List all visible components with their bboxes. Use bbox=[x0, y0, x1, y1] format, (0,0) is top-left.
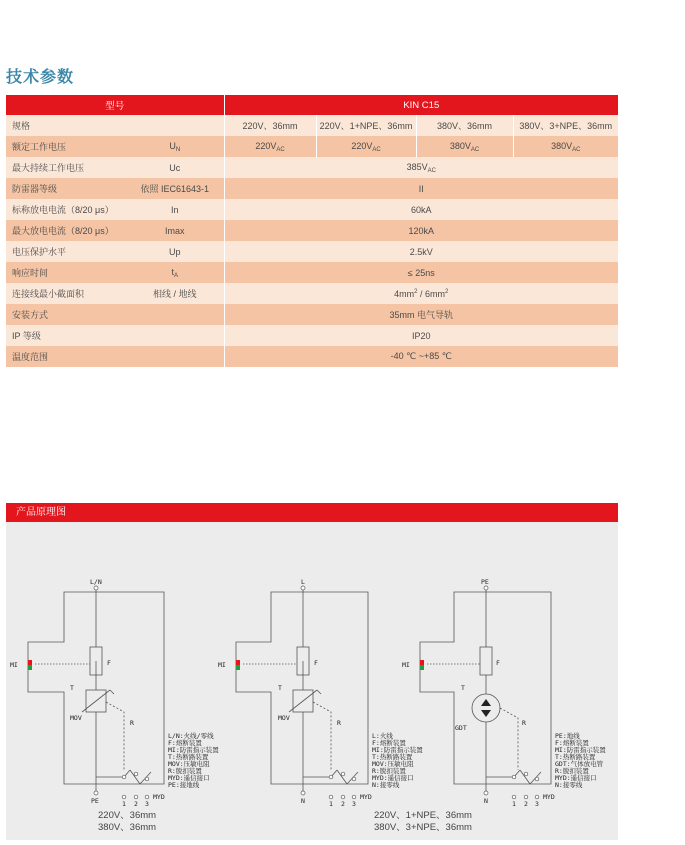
row-name: 标称放电电流（8/20 μs） bbox=[6, 199, 126, 220]
row-value: IP20 bbox=[224, 325, 618, 346]
schematic-diagrams bbox=[6, 522, 618, 840]
label-top: PE bbox=[481, 578, 489, 586]
svg-text:MYD:遥信接口: MYD:遥信接口 bbox=[168, 774, 210, 782]
label-myd: MYD bbox=[543, 793, 555, 801]
svg-text:PE:地线: PE:地线 bbox=[555, 732, 580, 740]
svg-text:MI:防雷指示装置: MI:防雷指示装置 bbox=[168, 746, 219, 754]
label-r: R bbox=[130, 719, 134, 727]
svg-text:MYD:遥信接口: MYD:遥信接口 bbox=[555, 774, 597, 782]
indicator-green bbox=[28, 665, 32, 670]
table-row bbox=[6, 304, 618, 325]
label-mov: MOV bbox=[70, 714, 82, 722]
label-gdt: GDT bbox=[455, 724, 467, 732]
terminal-top bbox=[94, 586, 98, 590]
row-name: 连接线最小截面积 bbox=[6, 283, 126, 304]
label-myd: MYD bbox=[360, 793, 372, 801]
label-bottom: N bbox=[484, 797, 488, 805]
svg-text:N:接零线: N:接零线 bbox=[372, 781, 400, 789]
caption-line: 380V、36mm bbox=[98, 822, 157, 833]
svg-text:MI:防雷指示装置: MI:防雷指示装置 bbox=[555, 746, 606, 754]
row-name: 安装方式 bbox=[6, 304, 126, 325]
row-name: 规格 bbox=[6, 115, 126, 136]
label-r: R bbox=[337, 719, 341, 727]
indicator-green bbox=[420, 665, 424, 670]
model-value: KIN C15 bbox=[224, 95, 618, 115]
schematic-3 bbox=[420, 588, 551, 793]
terminal-label: 3 bbox=[535, 800, 539, 808]
terminal-label: 1 bbox=[122, 800, 126, 808]
row-symbol: $t_A$ bbox=[126, 262, 224, 283]
schematic-area bbox=[6, 522, 618, 840]
svg-text:T:热断路装置: T:热断路装置 bbox=[372, 753, 413, 761]
svg-text:R:脱扣装置: R:脱扣装置 bbox=[372, 767, 406, 775]
spec-value: 380V、3+NPE、36mm bbox=[513, 115, 618, 136]
svg-text:R:脱扣装置: R:脱扣装置 bbox=[555, 767, 589, 775]
row-symbol: 依照 IEC61643-1 bbox=[126, 178, 224, 199]
row-name: 温度范围 bbox=[6, 346, 126, 367]
terminal-label: 2 bbox=[524, 800, 528, 808]
indicator-red bbox=[236, 660, 240, 665]
terminal-label: 3 bbox=[352, 800, 356, 808]
schematic-2-marks bbox=[218, 578, 423, 808]
un-value: $380V_{AC}$ bbox=[513, 136, 618, 157]
row-value: 2.5kV bbox=[224, 241, 618, 262]
caption-line: 220V、1+NPE、36mm bbox=[374, 810, 472, 821]
svg-text:MOV:压敏电阻: MOV:压敏电阻 bbox=[372, 760, 414, 768]
svg-text:MI:防雷指示装置: MI:防雷指示装置 bbox=[372, 746, 423, 754]
svg-text:PE:接地线: PE:接地线 bbox=[168, 781, 200, 789]
caption-diagram-2 bbox=[374, 810, 472, 834]
label-bottom: N bbox=[301, 797, 305, 805]
un-value: $220V_{AC}$ bbox=[316, 136, 416, 157]
svg-text:MYD:遥信接口: MYD:遥信接口 bbox=[372, 774, 414, 782]
row-symbol bbox=[126, 325, 224, 346]
terminal-label: 1 bbox=[512, 800, 516, 808]
svg-text:MOV:压敏电阻: MOV:压敏电阻 bbox=[168, 760, 210, 768]
table-row bbox=[6, 241, 618, 262]
caption-line: 380V、3+NPE、36mm bbox=[374, 822, 472, 833]
label-mi: MI bbox=[10, 661, 18, 669]
label-top: L/N bbox=[90, 578, 102, 586]
caption-diagram-1 bbox=[98, 810, 156, 834]
label-top: L bbox=[301, 578, 305, 586]
row-symbol: In bbox=[126, 199, 224, 220]
terminal-label: 2 bbox=[134, 800, 138, 808]
table-row bbox=[6, 199, 618, 220]
svg-text:F:熔断装置: F:熔断装置 bbox=[555, 739, 589, 747]
row-value: -40 ℃ ~+85 ℃ bbox=[224, 346, 618, 367]
schematic-1-marks bbox=[10, 578, 219, 808]
spec-value: 380V、36mm bbox=[416, 115, 513, 136]
label-t: T bbox=[70, 684, 74, 692]
svg-text:L/N:火线/零线: L/N:火线/零线 bbox=[168, 732, 214, 740]
indicator-red bbox=[420, 660, 424, 665]
gdt-arrow-down bbox=[481, 710, 491, 717]
terminal-bottom bbox=[94, 791, 98, 795]
section-title: 技术参数 bbox=[6, 67, 75, 86]
model-label: 型号 bbox=[6, 95, 224, 115]
svg-text:T:热断路装置: T:热断路装置 bbox=[168, 753, 209, 761]
label-t: T bbox=[461, 684, 465, 692]
un-value: $380V_{AC}$ bbox=[416, 136, 513, 157]
row-symbol bbox=[126, 304, 224, 325]
row-value: 60kA bbox=[224, 199, 618, 220]
row-value: $4mm^2 / 6mm^2$ bbox=[224, 283, 618, 304]
label-f: F bbox=[314, 659, 318, 667]
svg-text:T:热断路装置: T:热断路装置 bbox=[555, 753, 596, 761]
svg-text:R:脱扣装置: R:脱扣装置 bbox=[168, 767, 202, 775]
spec-value: 220V、1+NPE、36mm bbox=[316, 115, 416, 136]
row-value: II bbox=[224, 178, 618, 199]
row-symbol: $U_N$ bbox=[126, 136, 224, 157]
indicator-red bbox=[28, 660, 32, 665]
row-value: ≤ 25ns bbox=[224, 262, 618, 283]
table-row bbox=[6, 262, 618, 283]
row-value: 35mm 电气导轨 bbox=[224, 304, 618, 325]
caption-line: 220V、36mm bbox=[98, 810, 157, 821]
label-r: R bbox=[522, 719, 526, 727]
terminal-label: 3 bbox=[145, 800, 149, 808]
schematic-1 bbox=[28, 588, 164, 793]
label-f: F bbox=[107, 659, 111, 667]
row-value: 120kA bbox=[224, 220, 618, 241]
table-row bbox=[6, 115, 618, 136]
row-name: 额定工作电压 bbox=[6, 136, 126, 157]
spec-value: 220V、36mm bbox=[224, 115, 316, 136]
row-symbol: 相线 / 地线 bbox=[126, 283, 224, 304]
row-name: 最大放电电流（8/20 μs） bbox=[6, 220, 126, 241]
label-f: F bbox=[496, 659, 500, 667]
table-header-row bbox=[6, 95, 618, 115]
schematic-3-marks bbox=[402, 578, 606, 808]
row-symbol: Imax bbox=[126, 220, 224, 241]
row-name: 电压保护水平 bbox=[6, 241, 126, 262]
label-bottom: PE bbox=[91, 797, 99, 805]
label-t: T bbox=[278, 684, 282, 692]
table-row bbox=[6, 325, 618, 346]
svg-text:L:火线: L:火线 bbox=[372, 732, 393, 740]
row-name: IP 等级 bbox=[6, 325, 126, 346]
row-symbol bbox=[126, 115, 224, 136]
row-symbol: Up bbox=[126, 241, 224, 262]
table-row bbox=[6, 283, 618, 304]
row-symbol: Uc bbox=[126, 157, 224, 178]
gdt-arrow-up bbox=[481, 699, 491, 706]
table-row bbox=[6, 346, 618, 367]
indicator-green bbox=[236, 665, 240, 670]
table-row bbox=[6, 157, 618, 178]
row-name: 响应时间 bbox=[6, 262, 126, 283]
label-mi: MI bbox=[218, 661, 226, 669]
legend-2 bbox=[372, 731, 423, 789]
table-row bbox=[6, 136, 618, 157]
svg-text:F:熔断装置: F:熔断装置 bbox=[372, 739, 406, 747]
table-row bbox=[6, 178, 618, 199]
schematic-2 bbox=[236, 588, 368, 793]
row-symbol bbox=[126, 346, 224, 367]
label-mov: MOV bbox=[278, 714, 290, 722]
parameters-table bbox=[6, 95, 618, 367]
label-myd: MYD bbox=[153, 793, 165, 801]
terminal-label: 2 bbox=[341, 800, 345, 808]
table-row bbox=[6, 220, 618, 241]
row-name: 最大持续工作电压 bbox=[6, 157, 126, 178]
svg-text:F:熔断装置: F:熔断装置 bbox=[168, 739, 202, 747]
terminal-label: 1 bbox=[329, 800, 333, 808]
row-value: $385V_{AC}$ bbox=[224, 157, 618, 178]
svg-text:GDT:气体放电管: GDT:气体放电管 bbox=[555, 760, 604, 768]
row-name: 防雷器等级 bbox=[6, 178, 126, 199]
un-value: $220V_{AC}$ bbox=[224, 136, 316, 157]
legend-1 bbox=[168, 731, 219, 789]
label-mi: MI bbox=[402, 661, 410, 669]
legend-3 bbox=[555, 731, 606, 789]
svg-text:N:接零线: N:接零线 bbox=[555, 781, 583, 789]
diagram-section-title: 产品原理图 bbox=[6, 503, 618, 522]
